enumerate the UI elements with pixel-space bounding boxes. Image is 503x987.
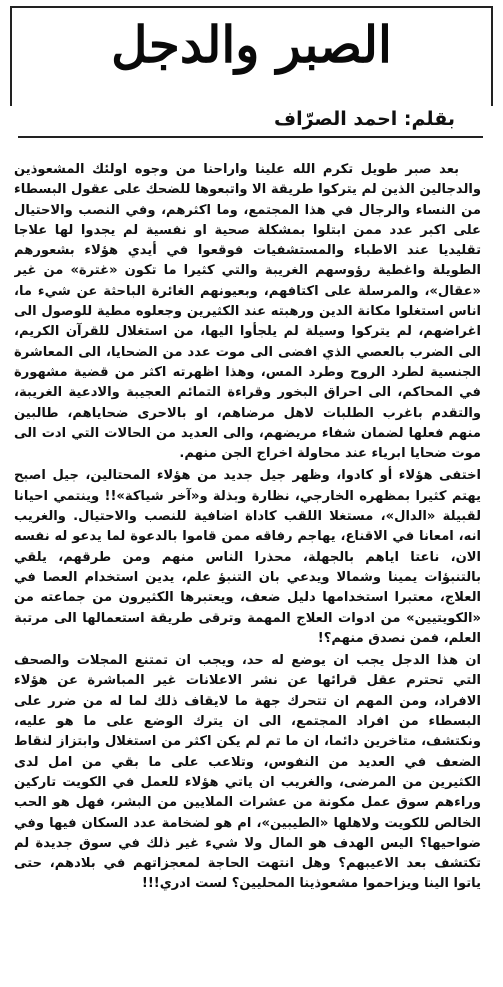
paragraph-1: بعد صبر طويل تكرم الله علينا واراحنا من وجوه اولئك المشعوذين والدجالين الذين لم يتركوا طريقة الا واتبعوها للضحك على عقول البسطاء من النساء والرجال في هذا المجتمع، وما اكثرهم، وفي النصب والاحتيال على اكبر عدد ممن ابتلوا بمشكلة صحية او نفسية لم يجدوا لها علاجا تقليديا عند الاطباء والمستشفيات فوقعوا في أيدي هؤلاء بشعورهم الطويلة واغطية رؤوسهم الغريبة والتي كثيرا ما تكون «غترة» من غير «عقال»، والمرسلة على اكتافهم، وبعيونهم الغائرة الباحثة عن شيء ما، اناس استغلوا مكانة الدين ورهبته عند الكثيرين وجعلوه مطية للوصول الى اغراضهم، لم يتركوا وسيلة لم يلجأوا اليها، من استغلال للقرآن الكريم، الى الضرب بالعصي الذي افضى الى موت عدد من الضحايا، الى المعاشرة الجنسية لطرد الروح وطرد المس، وهذا اظهرته اكثر من قضية مشهورة في المحاكم، الى احراق البخور وقراءة التمائم العجيبة والادعية الغريبة، والتقدم باغرب الطلبات لاهل مرضاهم، او بالاحرى ضحاياهم، طالبين منهم فعلها لضمان شفاء مريضهم، والى العديد من الحالات التي ادت الى موت ضحايا ابرياء عند محاولة اخراج الجن منهم. xyxy=(14,162,481,462)
article-body xyxy=(14,160,481,981)
right-border xyxy=(491,6,493,106)
paragraph-3: ان هذا الدجل يجب ان يوضع له حد، ويجب ان تمتنع المجلات والصحف التي تحترم عقل قرائها عن نشر الاعلانات غير المباشرة عن هؤلاء الافراد، ومن المهم ان تتحرك جهة ما لايقاف ذلك لما له من ضرر على البسطاء من افراد المجتمع، الى ان يترك الوضع على ما هو عليه، ونكتشف، متاخرين دائما، ان ما تم لم يكن اكثر من استغلال وابتزاز لنقاط الضعف في العديد من النفوس، وتلاعب على ما بقي من امل لدى الكثيرين من المرضى، والغريب ان ياتي هؤلاء للعمل في الكويت تاركين وراءهم سوق عمل مكونة من عشرات الملايين من البشر، فهل هو الحب الخالص للكويت ولاهلها «الطيبين»، ام هو لضخامة عدد السكان فيها وفي ضواحيها؟ اليس الهدف هو المال ولا شيء غير ذلك في سوق جديدة لم تكتشف بعد الاعيبهم؟ وهل انتهت الحاجة لمعجزاتهم في بلادهم، حتى ياتوا الينا ويزاحموا مشعوذينا المحليين؟ لست ادري!!! xyxy=(14,653,481,892)
article-title: الصبر والدجل xyxy=(111,15,392,74)
top-border xyxy=(10,6,493,8)
paragraph-2: اختفى هؤلاء أو كادوا، وظهر جيل جديد من هؤلاء المحتالين، جيل اصبح يهتم كثيرا بمظهره الخارجي، نظارة وبذلة و«آخر شياكة»!! وينتمي احيانا لقبيلة «الدال»، مستغلا اللقب كاداة اضافية للنصب والاحتيال. والغريب انه، امعانا في الاقناع، يهاجم رفاقه ممن قاموا بالدعوة لما يدعو له نفسه الان، ناعتا اياهم بالجهلة، محذرا الناس منهم ومن طرقهم، يلقي بالتنبؤات يمينا وشمالا ويدعي بان التنبؤ علم، يدين استخدام العصا في العلاج، معتبرا استخدامها دليل ضعف، ويعتبرها الكثيرون من جماعته من «الكويتيين» من ادوات العلاج المهمة وترقى طريقة استعمالها الى مرتبة العلم، فمن نصدق منهم؟! xyxy=(14,468,481,646)
byline-divider xyxy=(18,136,483,138)
author-byline: بقلم: احمد الصرّاف xyxy=(274,108,455,130)
left-border xyxy=(10,6,12,106)
